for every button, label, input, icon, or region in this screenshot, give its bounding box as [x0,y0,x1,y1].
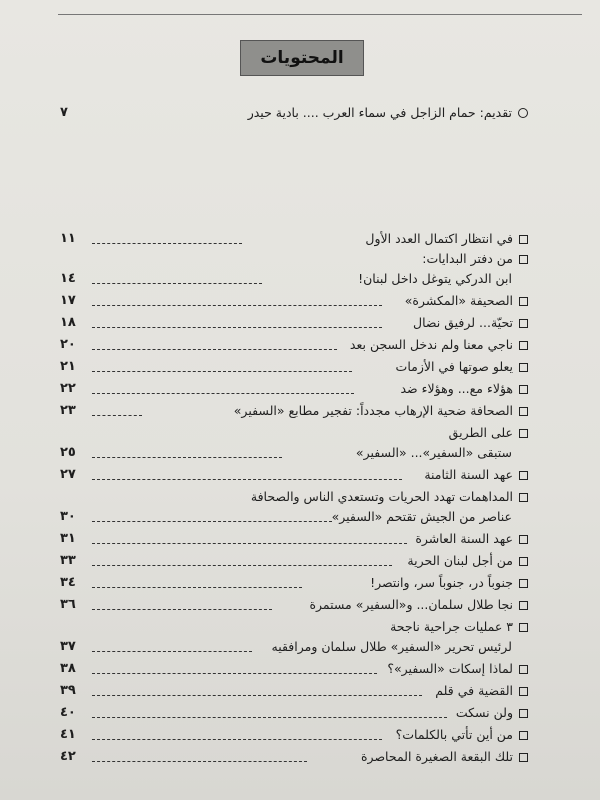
toc-entry [309,596,528,614]
square-bullet-icon [519,557,528,566]
dotted-leader [92,283,262,284]
title-box [240,40,364,76]
toc-page-number: ٢٥ [60,445,76,460]
circle-bullet-icon [518,108,528,118]
toc-entry-label: نجا طلال سلمان... و«السفير» مستمرة [309,597,513,612]
toc-page-number: ٣٠ [60,509,76,524]
toc-entry-label: عهد السنة العاشرة [415,531,513,546]
dotted-leader [92,457,282,458]
toc-entry-label: ولن نسكت [455,705,513,720]
toc-page-number: ٣٨ [60,661,76,676]
dotted-leader [92,327,382,328]
toc-page-number: ٢٣ [60,403,76,418]
square-bullet-icon [519,363,528,372]
page-title: المحتويات [260,48,344,68]
toc-entry-label: من أجل لبنان الحرية [407,553,513,568]
toc-entry-label: تلك البقعة الصغيرة المحاصرة [361,749,513,764]
dotted-leader [92,243,242,244]
toc-subentry [332,508,512,526]
toc-entry [405,292,528,310]
toc-entry [449,424,528,442]
toc-page-number: ٣٦ [60,597,76,612]
preface-entry [248,104,528,122]
square-bullet-icon [519,297,528,306]
toc-entry [422,250,528,268]
toc-page-number: ٢٧ [60,467,76,482]
dotted-leader [92,479,402,480]
toc-entry [400,380,528,398]
toc-entry [387,660,528,678]
toc-entry [234,402,528,420]
toc-page-number: ٣٣ [60,553,76,568]
dotted-leader [92,415,142,416]
toc-entry-label: المداهمات تهدد الحريات وتستعدي الناس والصحافة [250,489,513,504]
toc-entry-label: الصحافة ضحية الإرهاب مجدداً: تفجير مطابع «السفير» [233,403,513,418]
square-bullet-icon [519,235,528,244]
toc-entry [456,704,528,722]
toc-entry-label: الصحيفة «المكشرة» [404,293,513,308]
square-bullet-icon [519,623,528,632]
dotted-leader [92,543,407,544]
dotted-leader [92,349,337,350]
toc-entry [361,748,528,766]
toc-page-number: ٢٢ [60,381,76,396]
square-bullet-icon [519,385,528,394]
preface-page-number: ٧ [60,105,68,120]
toc-entry-label: ابن الدركي يتوغل داخل لبنان! [358,271,512,286]
square-bullet-icon [519,665,528,674]
toc-entry-label: ٣ عمليات جراحية ناجحة [390,619,513,634]
toc-page-number: ١١ [60,231,76,246]
toc-page-number: ٤٠ [60,705,76,720]
toc-entry-label: تحيّة... لرفيق نضال [413,315,513,330]
square-bullet-icon [519,471,528,480]
toc-entry [251,488,528,506]
toc-entry-label: في انتظار اكتمال العدد الأول [365,231,513,246]
toc-page-number: ٣٧ [60,639,76,654]
toc-entry [396,358,528,376]
toc-entry [350,336,528,354]
toc-entry [424,466,528,484]
toc-entry [390,618,528,636]
dotted-leader [92,651,252,652]
toc-entry-label: على الطريق [448,425,513,440]
toc-page-number: ٣٤ [60,575,76,590]
square-bullet-icon [519,319,528,328]
square-bullet-icon [519,601,528,610]
toc-page-number: ٢٠ [60,337,76,352]
toc-page-number: ١٧ [60,293,76,308]
square-bullet-icon [519,429,528,438]
toc-entry-label: عهد السنة الثامنة [424,467,513,482]
dotted-leader [92,761,307,762]
toc-page-number: ١٤ [60,271,76,286]
dotted-leader [92,717,447,718]
square-bullet-icon [519,731,528,740]
dotted-leader [92,673,377,674]
square-bullet-icon [519,687,528,696]
toc-entry-label: عناصر من الجيش تقتحم «السفير» [331,509,512,524]
dotted-leader [92,739,382,740]
toc-subentry [358,270,512,288]
toc-page-number: ٣١ [60,531,76,546]
dotted-leader [92,609,272,610]
toc-entry [415,530,528,548]
dotted-leader [92,521,332,522]
toc-entry-label: ستبقى «السفير»... «السفير» [355,445,512,460]
square-bullet-icon [519,535,528,544]
toc-entry-label: من دفتر البدايات: [422,251,513,266]
toc-page-number: ٢١ [60,359,76,374]
toc-entry [407,552,528,570]
toc-entry [435,682,528,700]
toc-entry-label: هؤلاء مع... وهؤلاء ضد [400,381,513,396]
toc-entry [396,726,528,744]
square-bullet-icon [519,493,528,502]
dotted-leader [92,371,352,372]
toc-entry-label: ناجي معنا ولم ندخل السجن بعد [349,337,513,352]
toc-page-number: ٤١ [60,727,76,742]
toc-page-number: ٤٢ [60,749,76,764]
toc-entry-label: من أين تأتي بالكلمات؟ [395,727,513,742]
square-bullet-icon [519,709,528,718]
toc-entry [370,574,528,592]
square-bullet-icon [519,407,528,416]
preface-label: تقديم: حمام الزاجل في سماء العرب .... بادية حيدر [247,105,512,120]
square-bullet-icon [519,255,528,264]
toc-entry-label: جنوباً در، جنوباً سر، وانتصر! [370,575,513,590]
toc-page-number: ١٨ [60,315,76,330]
dotted-leader [92,305,382,306]
dotted-leader [92,587,302,588]
dotted-leader [92,695,422,696]
toc-page-number: ٣٩ [60,683,76,698]
square-bullet-icon [519,579,528,588]
dotted-leader [92,393,354,394]
toc-entry-label: لرئيس تحرير «السفير» طلال سلمان ومرافقيه [271,639,512,654]
square-bullet-icon [519,753,528,762]
toc-subentry [272,638,513,656]
dotted-leader [92,565,392,566]
toc-subentry [356,444,512,462]
toc-entry-label: يعلو صوتها في الأزمات [395,359,513,374]
square-bullet-icon [519,341,528,350]
toc-entry [413,314,528,332]
toc-entry-label: القضية في قلم [435,683,513,698]
top-rule [58,14,582,15]
toc-entry-label: لماذا إسكات «السفير»؟ [387,661,513,676]
toc-entry [365,230,528,248]
